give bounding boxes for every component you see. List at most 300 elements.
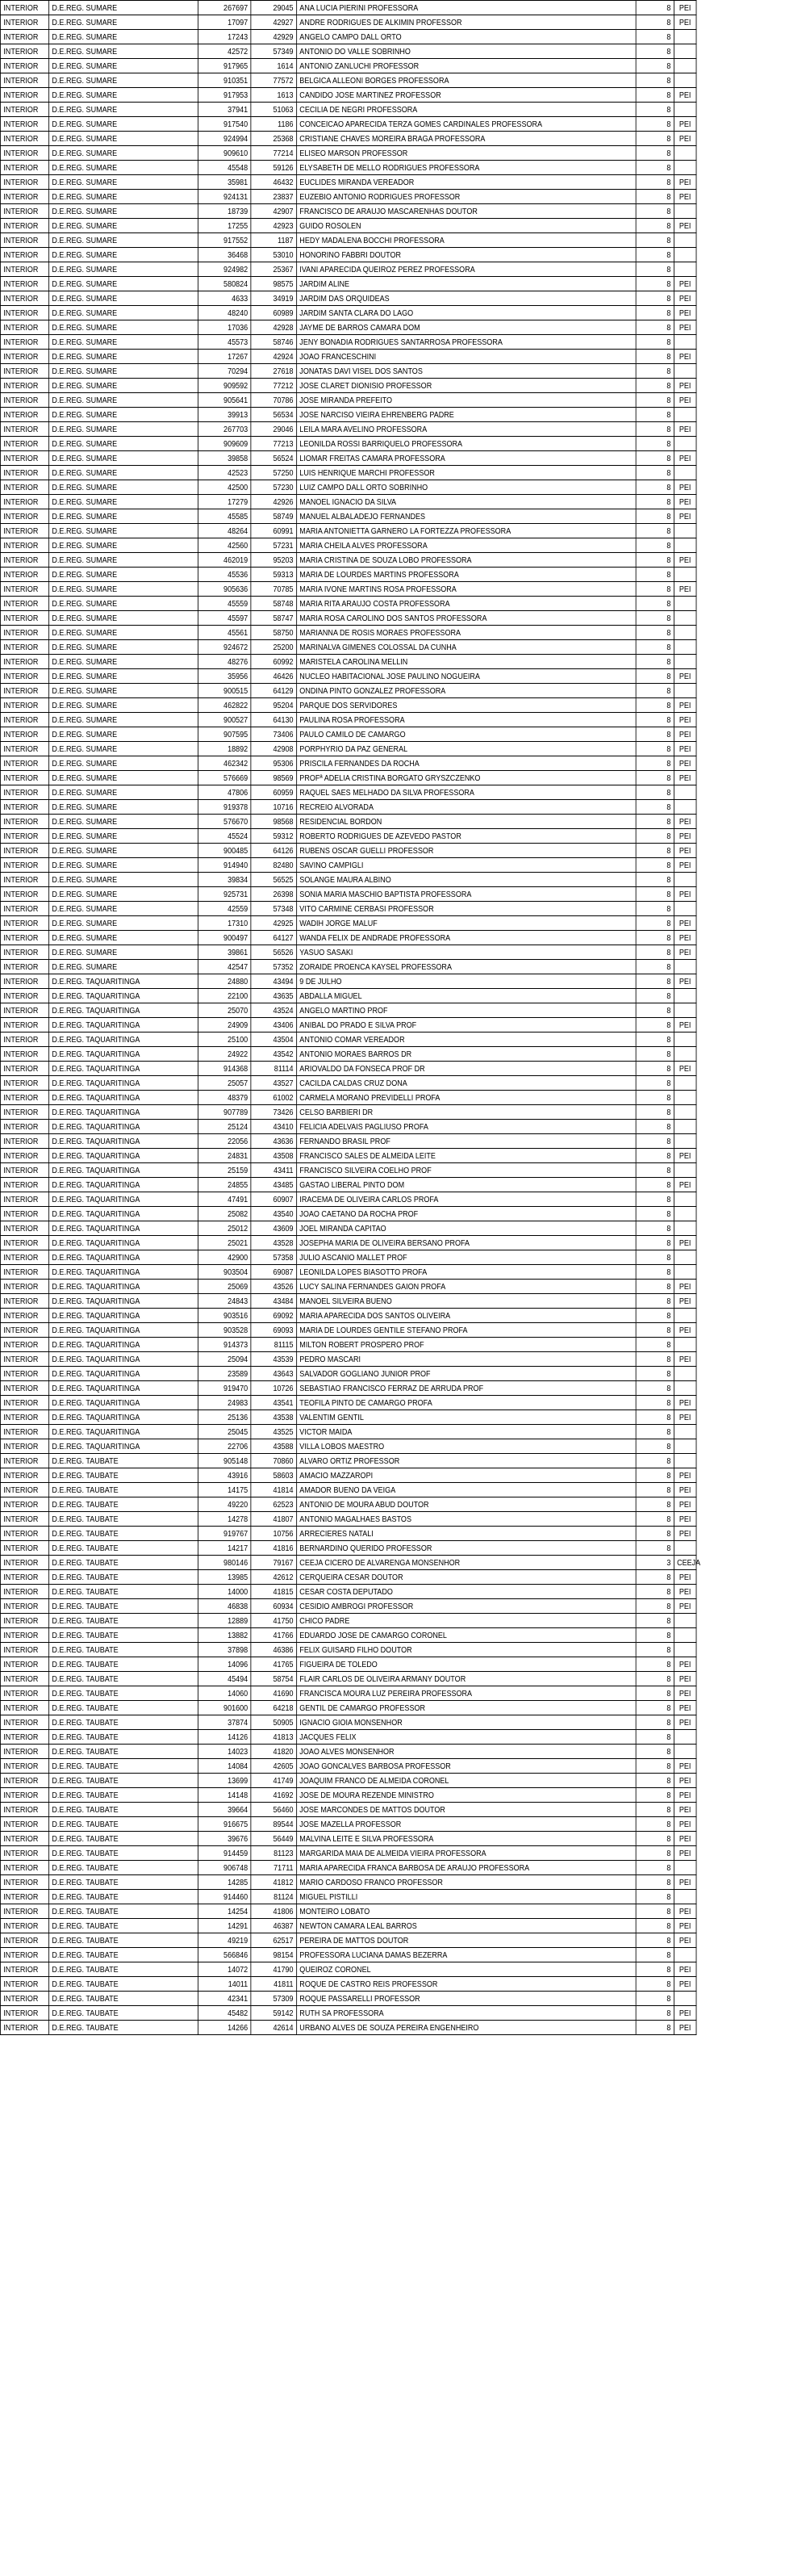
school-name-cell: AMACIO MAZZAROPI	[296, 1468, 636, 1483]
directorate-cell: D.E.REG. TAQUARITINGA	[49, 1047, 198, 1062]
unit-code-cell: 60989	[251, 306, 296, 320]
table-row	[0, 1672, 696, 1686]
table-row	[0, 117, 696, 132]
school-name-cell: MARIANNA DE ROSIS MORAES PROFESSORA	[296, 626, 636, 640]
school-name-cell: BELGICA ALLEONI BORGES PROFESSORA	[296, 73, 636, 88]
program-cell	[674, 1745, 696, 1759]
program-cell	[674, 1076, 696, 1091]
school-name-cell: ROQUE DE CASTRO REIS PROFESSOR	[296, 1977, 636, 1992]
region-cell: INTERIOR	[0, 73, 48, 88]
program-cell	[674, 1948, 696, 1962]
region-cell: INTERIOR	[0, 1599, 48, 1614]
table-row	[0, 451, 696, 466]
shift-count-cell: 8	[636, 364, 674, 379]
shift-count-cell: 8	[636, 466, 674, 480]
unit-code-cell: 43508	[251, 1149, 296, 1163]
school-name-cell: MANOEL SILVEIRA BUENO	[296, 1294, 636, 1309]
unit-code-cell: 41812	[251, 1875, 296, 1890]
directorate-cell: D.E.REG. TAQUARITINGA	[49, 1105, 198, 1120]
school-code-cell: 45536	[198, 568, 251, 582]
region-cell: INTERIOR	[0, 974, 48, 989]
school-code-cell: 48264	[198, 524, 251, 538]
unit-code-cell: 41790	[251, 1962, 296, 1977]
directorate-cell: D.E.REG. SUMARE	[49, 190, 198, 204]
region-cell: INTERIOR	[0, 640, 48, 655]
school-code-cell: 900515	[198, 684, 251, 698]
directorate-cell: D.E.REG. SUMARE	[49, 844, 198, 858]
shift-count-cell: 8	[636, 1861, 674, 1875]
shift-count-cell: 8	[636, 248, 674, 262]
school-code-cell: 70294	[198, 364, 251, 379]
table-row	[0, 727, 696, 742]
program-cell	[674, 873, 696, 887]
program-cell	[674, 960, 696, 974]
directorate-cell: D.E.REG. SUMARE	[49, 553, 198, 568]
program-cell	[674, 1614, 696, 1628]
school-name-cell: MARIA CHEILA ALVES PROFESSORA	[296, 538, 636, 553]
table-row	[0, 306, 696, 320]
shift-count-cell: 8	[636, 1338, 674, 1352]
school-name-cell: ANA LUCIA PIERINI PROFESSORA	[296, 1, 636, 15]
school-name-cell: MARINALVA GIMENES COLOSSAL DA CUNHA	[296, 640, 636, 655]
table-row	[0, 800, 696, 815]
directorate-cell: D.E.REG. SUMARE	[49, 785, 198, 800]
shift-count-cell: 8	[636, 408, 674, 422]
shift-count-cell: 8	[636, 1890, 674, 1904]
program-cell: PEI	[674, 422, 696, 437]
region-cell: INTERIOR	[0, 1047, 48, 1062]
region-cell: INTERIOR	[0, 1730, 48, 1745]
program-cell	[674, 1367, 696, 1381]
shift-count-cell: 8	[636, 1003, 674, 1018]
unit-code-cell: 43539	[251, 1352, 296, 1367]
program-cell: PEI	[674, 1672, 696, 1686]
table-row	[0, 640, 696, 655]
program-cell	[674, 640, 696, 655]
region-cell: INTERIOR	[0, 931, 48, 945]
school-name-cell: RUTH SA PROFESSORA	[296, 2006, 636, 2021]
unit-code-cell: 43538	[251, 1410, 296, 1425]
unit-code-cell: 98568	[251, 815, 296, 829]
region-cell: INTERIOR	[0, 350, 48, 364]
region-cell: INTERIOR	[0, 873, 48, 887]
unit-code-cell: 57231	[251, 538, 296, 553]
directorate-cell: D.E.REG. TAQUARITINGA	[49, 1221, 198, 1236]
region-cell: INTERIOR	[0, 1977, 48, 1992]
directorate-cell: D.E.REG. SUMARE	[49, 887, 198, 902]
school-name-cell: CESAR COSTA DEPUTADO	[296, 1585, 636, 1599]
shift-count-cell: 8	[636, 393, 674, 408]
table-row	[0, 1614, 696, 1628]
table-row	[0, 611, 696, 626]
unit-code-cell: 42907	[251, 204, 296, 219]
program-cell: PEI	[674, 974, 696, 989]
program-cell	[674, 524, 696, 538]
school-code-cell: 42341	[198, 1992, 251, 2006]
school-name-cell: PAULO CAMILO DE CAMARGO	[296, 727, 636, 742]
region-cell: INTERIOR	[0, 771, 48, 785]
shift-count-cell: 8	[636, 437, 674, 451]
program-cell: PEI	[674, 713, 696, 727]
unit-code-cell: 41813	[251, 1730, 296, 1745]
school-name-cell: ANTONIO MAGALHAES BASTOS	[296, 1512, 636, 1527]
shift-count-cell: 8	[636, 1149, 674, 1163]
school-code-cell: 566846	[198, 1948, 251, 1962]
directorate-cell: D.E.REG. SUMARE	[49, 960, 198, 974]
school-name-cell: CEEJA CICERO DE ALVARENGA MONSENHOR	[296, 1556, 636, 1570]
unit-code-cell: 43525	[251, 1425, 296, 1439]
region-cell: INTERIOR	[0, 364, 48, 379]
school-name-cell: MANOEL IGNACIO DA SILVA	[296, 495, 636, 509]
shift-count-cell: 8	[636, 1497, 674, 1512]
table-row	[0, 248, 696, 262]
shift-count-cell: 8	[636, 611, 674, 626]
unit-code-cell: 81114	[251, 1062, 296, 1076]
unit-code-cell: 98575	[251, 277, 296, 291]
school-code-cell: 37898	[198, 1643, 251, 1657]
table-row	[0, 1832, 696, 1846]
unit-code-cell: 81124	[251, 1890, 296, 1904]
table-row	[0, 669, 696, 684]
shift-count-cell: 8	[636, 379, 674, 393]
program-cell: PEI	[674, 1, 696, 15]
school-code-cell: 17310	[198, 916, 251, 931]
directorate-cell: D.E.REG. SUMARE	[49, 698, 198, 713]
table-row	[0, 553, 696, 568]
school-name-cell: CONCEICAO APARECIDA TERZA GOMES CARDINALES PROFESSORA	[296, 117, 636, 132]
directorate-cell: D.E.REG. SUMARE	[49, 44, 198, 59]
school-code-cell: 49219	[198, 1933, 251, 1948]
program-cell: PEI	[674, 858, 696, 873]
school-name-cell: LIOMAR FREITAS CAMARA PROFESSORA	[296, 451, 636, 466]
schools-table-body	[0, 1, 701, 2035]
school-name-cell: RECREIO ALVORADA	[296, 800, 636, 815]
region-cell: INTERIOR	[0, 1962, 48, 1977]
table-row	[0, 1, 696, 15]
unit-code-cell: 42605	[251, 1759, 296, 1774]
program-cell: PEI	[674, 393, 696, 408]
directorate-cell: D.E.REG. SUMARE	[49, 916, 198, 931]
table-row	[0, 190, 696, 204]
shift-count-cell: 8	[636, 960, 674, 974]
unit-code-cell: 29045	[251, 1, 296, 15]
school-code-cell: 903528	[198, 1323, 251, 1338]
school-code-cell: 914460	[198, 1890, 251, 1904]
school-code-cell: 45482	[198, 2006, 251, 2021]
program-cell: PEI	[674, 1715, 696, 1730]
unit-code-cell: 57352	[251, 960, 296, 974]
unit-code-cell: 58750	[251, 626, 296, 640]
region-cell: INTERIOR	[0, 30, 48, 44]
region-cell: INTERIOR	[0, 1309, 48, 1323]
directorate-cell: D.E.REG. TAUBATE	[49, 1817, 198, 1832]
school-code-cell: 42560	[198, 538, 251, 553]
program-cell	[674, 466, 696, 480]
shift-count-cell: 8	[636, 1948, 674, 1962]
unit-code-cell: 58746	[251, 335, 296, 350]
school-code-cell: 42523	[198, 466, 251, 480]
directorate-cell: D.E.REG. SUMARE	[49, 262, 198, 277]
program-cell: PEI	[674, 132, 696, 146]
unit-code-cell: 41750	[251, 1614, 296, 1628]
program-cell	[674, 1265, 696, 1280]
school-code-cell: 45559	[198, 597, 251, 611]
region-cell: INTERIOR	[0, 132, 48, 146]
program-cell: PEI	[674, 1846, 696, 1861]
program-cell	[674, 626, 696, 640]
school-code-cell: 37874	[198, 1715, 251, 1730]
program-cell	[674, 44, 696, 59]
directorate-cell: D.E.REG. TAUBATE	[49, 1933, 198, 1948]
table-row	[0, 742, 696, 756]
directorate-cell: D.E.REG. TAQUARITINGA	[49, 974, 198, 989]
school-name-cell: VITO CARMINE CERBASI PROFESSOR	[296, 902, 636, 916]
shift-count-cell: 8	[636, 1599, 674, 1614]
school-name-cell: MARGARIDA MAIA DE ALMEIDA VIEIRA PROFESSORA	[296, 1846, 636, 1861]
directorate-cell: D.E.REG. TAUBATE	[49, 1745, 198, 1759]
unit-code-cell: 29046	[251, 422, 296, 437]
school-code-cell: 14072	[198, 1962, 251, 1977]
region-cell: INTERIOR	[0, 495, 48, 509]
school-name-cell: CELSO BARBIERI DR	[296, 1105, 636, 1120]
unit-code-cell: 23837	[251, 190, 296, 204]
region-cell: INTERIOR	[0, 1178, 48, 1192]
region-cell: INTERIOR	[0, 1497, 48, 1512]
program-cell	[674, 1454, 696, 1468]
school-name-cell: FELIX GUISARD FILHO DOUTOR	[296, 1643, 636, 1657]
unit-code-cell: 27618	[251, 364, 296, 379]
school-code-cell: 462342	[198, 756, 251, 771]
school-code-cell: 22056	[198, 1134, 251, 1149]
directorate-cell: D.E.REG. TAUBATE	[49, 1803, 198, 1817]
school-name-cell: EUCLIDES MIRANDA VEREADOR	[296, 175, 636, 190]
shift-count-cell: 8	[636, 1832, 674, 1846]
table-row	[0, 1643, 696, 1657]
table-row	[0, 1062, 696, 1076]
school-code-cell: 267703	[198, 422, 251, 437]
table-row	[0, 1250, 696, 1265]
directorate-cell: D.E.REG. SUMARE	[49, 437, 198, 451]
school-name-cell: URBANO ALVES DE SOUZA PEREIRA ENGENHEIRO	[296, 2021, 636, 2035]
program-cell: PEI	[674, 829, 696, 844]
table-row	[0, 379, 696, 393]
program-cell	[674, 1032, 696, 1047]
program-cell	[674, 1861, 696, 1875]
school-code-cell: 23589	[198, 1367, 251, 1381]
table-row	[0, 1047, 696, 1062]
school-code-cell: 25012	[198, 1221, 251, 1236]
school-code-cell: 24922	[198, 1047, 251, 1062]
program-cell: PEI	[674, 1497, 696, 1512]
shift-count-cell: 8	[636, 756, 674, 771]
table-row	[0, 509, 696, 524]
table-row	[0, 2006, 696, 2021]
directorate-cell: D.E.REG. TAQUARITINGA	[49, 1003, 198, 1018]
school-code-cell: 914373	[198, 1338, 251, 1352]
school-code-cell: 980146	[198, 1556, 251, 1570]
directorate-cell: D.E.REG. TAUBATE	[49, 1585, 198, 1599]
table-row	[0, 1280, 696, 1294]
shift-count-cell: 8	[636, 1933, 674, 1948]
school-name-cell: JOAO GONCALVES BARBOSA PROFESSOR	[296, 1759, 636, 1774]
region-cell: INTERIOR	[0, 1774, 48, 1788]
school-name-cell: CARMELA MORANO PREVIDELLI PROFA	[296, 1091, 636, 1105]
directorate-cell: D.E.REG. TAQUARITINGA	[49, 1352, 198, 1367]
directorate-cell: D.E.REG. TAUBATE	[49, 1686, 198, 1701]
region-cell: INTERIOR	[0, 1686, 48, 1701]
directorate-cell: D.E.REG. SUMARE	[49, 73, 198, 88]
unit-code-cell: 59126	[251, 161, 296, 175]
school-name-cell: WANDA FELIX DE ANDRADE PROFESSORA	[296, 931, 636, 945]
directorate-cell: D.E.REG. TAQUARITINGA	[49, 1294, 198, 1309]
directorate-cell: D.E.REG. SUMARE	[49, 582, 198, 597]
region-cell: INTERIOR	[0, 335, 48, 350]
table-row	[0, 1367, 696, 1381]
program-cell: PEI	[674, 756, 696, 771]
school-name-cell: LEONILDA ROSSI BARRIQUELO PROFESSORA	[296, 437, 636, 451]
directorate-cell: D.E.REG. TAQUARITINGA	[49, 1439, 198, 1454]
school-name-cell: MARIA ROSA CAROLINO DOS SANTOS PROFESSORA	[296, 611, 636, 626]
unit-code-cell: 59313	[251, 568, 296, 582]
shift-count-cell: 8	[636, 422, 674, 437]
region-cell: INTERIOR	[0, 785, 48, 800]
region-cell: INTERIOR	[0, 379, 48, 393]
unit-code-cell: 81123	[251, 1846, 296, 1861]
program-cell	[674, 597, 696, 611]
program-cell: PEI	[674, 495, 696, 509]
unit-code-cell: 46387	[251, 1919, 296, 1933]
shift-count-cell: 8	[636, 1105, 674, 1120]
shift-count-cell: 8	[636, 1657, 674, 1672]
directorate-cell: D.E.REG. SUMARE	[49, 320, 198, 335]
region-cell: INTERIOR	[0, 1643, 48, 1657]
directorate-cell: D.E.REG. SUMARE	[49, 495, 198, 509]
directorate-cell: D.E.REG. TAQUARITINGA	[49, 1265, 198, 1280]
shift-count-cell: 8	[636, 132, 674, 146]
program-cell	[674, 408, 696, 422]
school-name-cell: PROFª ADELIA CRISTINA BORGATO GRYSZCZENKO	[296, 771, 636, 785]
program-cell: PEI	[674, 509, 696, 524]
school-code-cell: 45494	[198, 1672, 251, 1686]
program-cell	[674, 248, 696, 262]
directorate-cell: D.E.REG. SUMARE	[49, 902, 198, 916]
school-code-cell: 910351	[198, 73, 251, 88]
region-cell: INTERIOR	[0, 1338, 48, 1352]
region-cell: INTERIOR	[0, 1076, 48, 1091]
school-code-cell: 25069	[198, 1280, 251, 1294]
unit-code-cell: 64218	[251, 1701, 296, 1715]
region-cell: INTERIOR	[0, 1919, 48, 1933]
program-cell: PEI	[674, 1774, 696, 1788]
program-cell: PEI	[674, 844, 696, 858]
program-cell	[674, 1091, 696, 1105]
table-row	[0, 422, 696, 437]
shift-count-cell: 8	[636, 1280, 674, 1294]
school-code-cell: 917953	[198, 88, 251, 103]
school-name-cell: MARIA APARECIDA DOS SANTOS OLIVEIRA	[296, 1309, 636, 1323]
table-row	[0, 902, 696, 916]
program-cell: PEI	[674, 1483, 696, 1497]
school-code-cell: 919378	[198, 800, 251, 815]
shift-count-cell: 8	[636, 219, 674, 233]
region-cell: INTERIOR	[0, 393, 48, 408]
school-code-cell: 46838	[198, 1599, 251, 1614]
program-cell: PEI	[674, 1178, 696, 1192]
unit-code-cell: 43609	[251, 1221, 296, 1236]
program-cell: PEI	[674, 1236, 696, 1250]
directorate-cell: D.E.REG. TAUBATE	[49, 1846, 198, 1861]
shift-count-cell: 8	[636, 1468, 674, 1483]
region-cell: INTERIOR	[0, 1221, 48, 1236]
directorate-cell: D.E.REG. SUMARE	[49, 800, 198, 815]
school-name-cell: MARIO CARDOSO FRANCO PROFESSOR	[296, 1875, 636, 1890]
shift-count-cell: 8	[636, 1163, 674, 1178]
school-name-cell: MONTEIRO LOBATO	[296, 1904, 636, 1919]
shift-count-cell: 8	[636, 785, 674, 800]
school-name-cell: TEOFILA PINTO DE CAMARGO PROFA	[296, 1396, 636, 1410]
region-cell: INTERIOR	[0, 44, 48, 59]
table-row	[0, 829, 696, 844]
unit-code-cell: 42924	[251, 350, 296, 364]
unit-code-cell: 41815	[251, 1585, 296, 1599]
unit-code-cell: 79167	[251, 1556, 296, 1570]
unit-code-cell: 95204	[251, 698, 296, 713]
school-code-cell: 13882	[198, 1628, 251, 1643]
program-cell	[674, 73, 696, 88]
school-code-cell: 907789	[198, 1105, 251, 1120]
shift-count-cell: 8	[636, 1018, 674, 1032]
region-cell: INTERIOR	[0, 1468, 48, 1483]
school-name-cell: MALVINA LEITE E SILVA PROFESSORA	[296, 1832, 636, 1846]
shift-count-cell: 8	[636, 524, 674, 538]
school-name-cell: WADIH JORGE MALUF	[296, 916, 636, 931]
table-row	[0, 204, 696, 219]
school-code-cell: 42900	[198, 1250, 251, 1265]
directorate-cell: D.E.REG. SUMARE	[49, 611, 198, 626]
table-row	[0, 1541, 696, 1556]
program-cell: PEI	[674, 945, 696, 960]
school-code-cell: 13699	[198, 1774, 251, 1788]
unit-code-cell: 57250	[251, 466, 296, 480]
school-code-cell: 24831	[198, 1149, 251, 1163]
table-row	[0, 437, 696, 451]
shift-count-cell: 8	[636, 1047, 674, 1062]
school-code-cell: 24880	[198, 974, 251, 989]
program-cell: PEI	[674, 727, 696, 742]
directorate-cell: D.E.REG. TAQUARITINGA	[49, 1425, 198, 1439]
unit-code-cell: 60959	[251, 785, 296, 800]
program-cell	[674, 538, 696, 553]
shift-count-cell: 8	[636, 1759, 674, 1774]
table-row	[0, 524, 696, 538]
school-name-cell: MARIA CRISTINA DE SOUZA LOBO PROFESSORA	[296, 553, 636, 568]
unit-code-cell: 56524	[251, 451, 296, 466]
unit-code-cell: 98569	[251, 771, 296, 785]
school-name-cell: LUIZ CAMPO DALL ORTO SOBRINHO	[296, 480, 636, 495]
directorate-cell: D.E.REG. TAUBATE	[49, 1715, 198, 1730]
table-row	[0, 655, 696, 669]
region-cell: INTERIOR	[0, 698, 48, 713]
unit-code-cell: 46426	[251, 669, 296, 684]
unit-code-cell: 57309	[251, 1992, 296, 2006]
program-cell: PEI	[674, 1933, 696, 1948]
school-name-cell: HEDY MADALENA BOCCHI PROFESSORA	[296, 233, 636, 248]
directorate-cell: D.E.REG. TAQUARITINGA	[49, 1178, 198, 1192]
program-cell: PEI	[674, 1686, 696, 1701]
directorate-cell: D.E.REG. SUMARE	[49, 756, 198, 771]
shift-count-cell: 8	[636, 829, 674, 844]
directorate-cell: D.E.REG. SUMARE	[49, 277, 198, 291]
